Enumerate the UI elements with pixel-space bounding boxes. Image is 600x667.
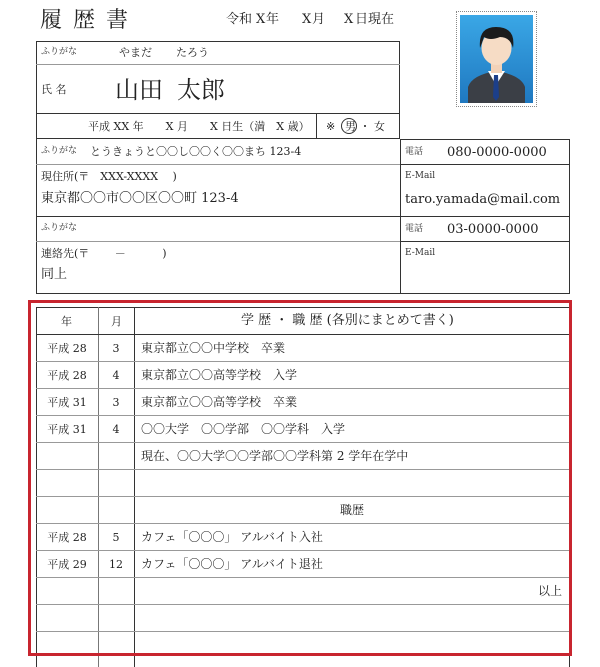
- history-highlight-frame: [28, 300, 572, 656]
- photo-frame: [456, 11, 537, 107]
- address-phone: 080-0000-0000: [447, 145, 547, 160]
- history-row-month: 3: [112, 396, 120, 409]
- history-row-year: 平成 29: [47, 558, 87, 571]
- name-furigana-last: やまだ: [119, 46, 152, 59]
- contact-phone-label: 電話: [405, 224, 424, 234]
- date-month: X: [302, 12, 312, 27]
- history-row-month: 12: [109, 558, 123, 571]
- resume-title: 履 歴 書: [40, 8, 130, 33]
- date-day: X: [344, 12, 354, 27]
- history-col-month: 月: [111, 315, 122, 328]
- history-row-text: 東京都立〇〇中学校 卒業: [141, 341, 286, 355]
- gender-options: 男 ・ 女: [345, 120, 385, 133]
- name-label: 氏 名: [41, 83, 67, 96]
- history-row-text: カフェ「〇〇〇」 アルバイト入社: [141, 530, 323, 544]
- history-col-title: 学 歴 ・ 職 歴 (各別にまとめて書く): [241, 313, 454, 328]
- address-email-label: E-Mail: [405, 171, 436, 181]
- contact-label: 連絡先(〒 － ): [41, 247, 167, 260]
- history-row-month: 5: [112, 531, 120, 544]
- date-year-unit: 年: [266, 12, 280, 27]
- history-row-year: 平成 28: [47, 342, 87, 355]
- history-row-month: 4: [112, 423, 120, 436]
- date-year: X: [256, 12, 266, 27]
- history-row-year: 平成 28: [47, 369, 87, 382]
- address-email: taro.yamada@mail.com: [405, 192, 561, 207]
- contact-value: 同上: [41, 267, 68, 282]
- address-phone-label: 電話: [405, 147, 424, 157]
- address-label: 現住所(〒 XXX-XXXX ): [41, 170, 177, 183]
- history-row-year: 平成 28: [47, 531, 87, 544]
- history-row-year: 平成 31: [47, 423, 87, 436]
- history-row-text: 東京都立〇〇高等学校 卒業: [141, 395, 298, 409]
- history-row-month: 4: [112, 369, 120, 382]
- address-furigana: とうきょうと〇〇し〇〇く〇〇まち 123-4: [90, 145, 302, 158]
- history-row-text: 職歴: [339, 503, 364, 517]
- contact-furigana-label: ふりがな: [41, 223, 78, 233]
- contact-email-label: E-Mail: [405, 248, 436, 258]
- address-value: 東京都〇〇市〇〇区〇〇町 123-4: [41, 191, 239, 206]
- date-month-unit: 月: [312, 12, 326, 27]
- history-row-text: 現在、〇〇大学〇〇学部〇〇学科第 2 学年在学中: [141, 449, 409, 463]
- birth-date: 平成 XX 年 X 月 X 日生（満 X 歳）: [88, 120, 310, 133]
- date-day-unit: 日現在: [355, 12, 395, 27]
- name-furigana-first: たろう: [176, 46, 209, 59]
- gender-circle-icon: [341, 118, 357, 134]
- name-last: 山田: [115, 76, 163, 104]
- history-row-text: 〇〇大学 〇〇学部 〇〇学科 入学: [141, 422, 346, 436]
- address-furigana-label: ふりがな: [41, 146, 78, 156]
- gender-note: ※: [326, 120, 336, 133]
- contact-phone: 03-0000-0000: [447, 222, 539, 237]
- name-furigana-label: ふりがな: [41, 47, 78, 57]
- history-row-text: カフェ「〇〇〇」 アルバイト退社: [141, 557, 323, 571]
- date-prefix: 令和: [226, 12, 253, 27]
- history-row-text: 東京都立〇〇高等学校 入学: [141, 368, 298, 382]
- history-col-year: 年: [61, 315, 72, 328]
- name-first: 太郎: [177, 76, 225, 104]
- history-row-month: 3: [112, 342, 120, 355]
- history-row-text: 以上: [537, 584, 562, 598]
- photo-avatar-icon: [460, 15, 533, 103]
- history-row-year: 平成 31: [47, 396, 87, 409]
